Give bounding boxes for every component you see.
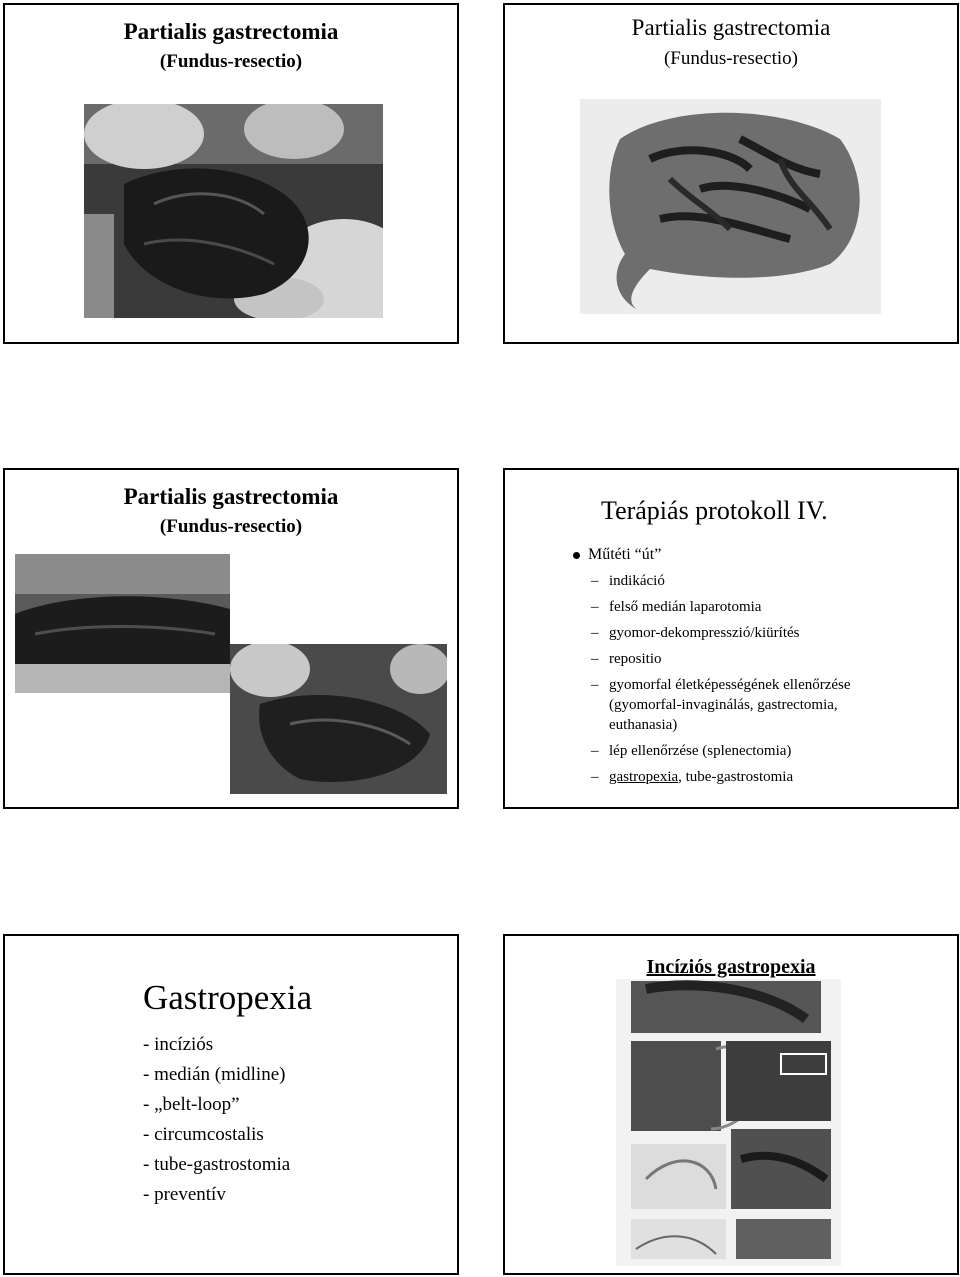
figure-collage: [616, 979, 841, 1266]
slide-5: [3, 934, 459, 1275]
slide-title: Gastropexia: [143, 978, 313, 1017]
list-item-continuation: (gyomorfal-invaginálás, gastrectomia,: [609, 697, 838, 713]
surgery-photo: [84, 104, 383, 318]
list-item: - medián (midline): [143, 1064, 286, 1085]
list-item: - circumcostalis: [143, 1124, 264, 1145]
slide-1: [3, 3, 459, 344]
list-item: - incíziós: [143, 1034, 214, 1055]
list-item: - „belt-loop”: [143, 1094, 240, 1115]
list-item: – repositio: [591, 651, 662, 667]
slide-3: [3, 468, 459, 809]
slide-title: Partialis gastrectomia: [123, 19, 339, 44]
bullet-heading: [573, 546, 661, 564]
list-item: - preventív: [143, 1184, 226, 1205]
bullet-text: Műtéti “út”: [588, 546, 662, 563]
slide-title: Partialis gastrectomia: [123, 484, 339, 509]
bullet-dot-icon: [573, 552, 580, 559]
list-item-continuation: euthanasia): [609, 717, 678, 733]
specimen-photo: [580, 99, 881, 314]
surgery-photo-right: [230, 644, 447, 794]
underlined-term: gastropexia: [609, 769, 679, 785]
slide-subtitle: (Fundus-resectio): [159, 516, 303, 537]
list-item: – indikáció: [591, 573, 665, 589]
list-item: – lép ellenőrzése (splenectomia): [591, 743, 792, 759]
surgery-photo-left: [15, 554, 230, 693]
list-item: – gyomor-dekompresszió/kiürítés: [591, 625, 800, 641]
list-item: - tube-gastrostomia: [143, 1154, 291, 1175]
slide-6: [503, 934, 959, 1275]
list-item: – gyomorfal életképességének ellenőrzése: [591, 677, 851, 693]
list-item: – gastropexia, tube-gastrostomia: [591, 769, 794, 785]
slide-4: [503, 468, 959, 809]
slide-2: [503, 3, 959, 344]
slide-title: Terápiás protokoll IV.: [601, 496, 828, 525]
slide-title: Partialis gastrectomia: [631, 15, 831, 40]
slide-title: Incíziós gastropexia: [646, 956, 816, 978]
slide-subtitle: (Fundus-resectio): [663, 48, 799, 69]
slide-subtitle: (Fundus-resectio): [159, 51, 303, 72]
list-item: – felső medián laparotomia: [591, 599, 762, 615]
